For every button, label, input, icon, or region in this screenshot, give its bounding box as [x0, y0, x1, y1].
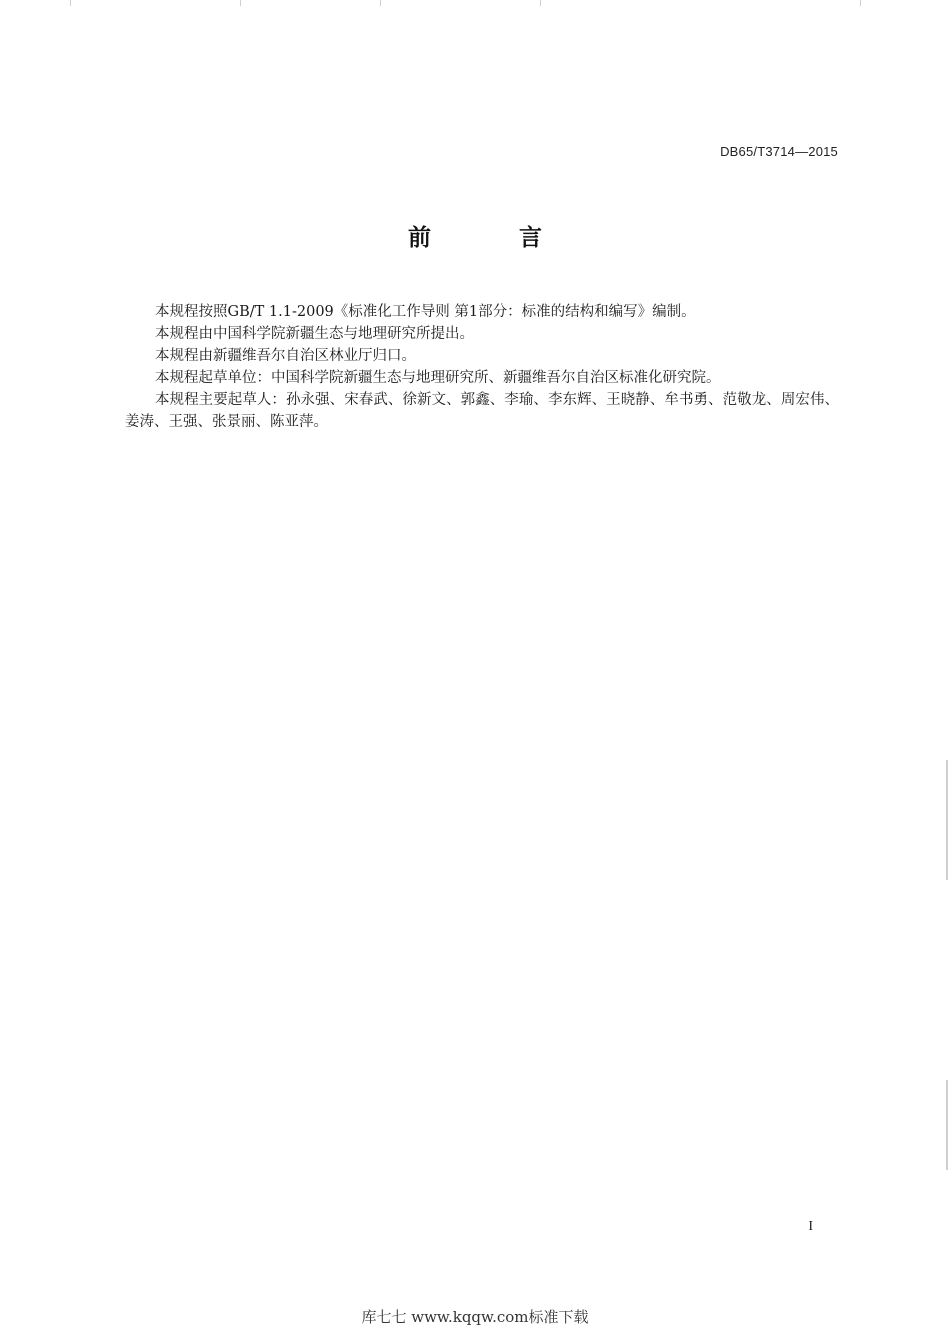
paragraph-drafting-units: 本规程起草单位：中国科学院新疆生态与地理研究所、新疆维吾尔自治区标准化研究院。 [155, 370, 721, 386]
scan-speck [860, 0, 861, 6]
scan-speck [946, 760, 948, 880]
page-title: 前 言 [407, 225, 582, 251]
scan-speck [946, 1080, 948, 1170]
paragraph-proposer: 本规程由中国科学院新疆生态与地理研究所提出。 [155, 326, 474, 342]
page-number: I [808, 1219, 813, 1234]
paragraph-drafting-basis: 本规程按照GB/T 1.1-2009《标准化工作导则 第1部分：标准的结构和编写》编制。 [155, 304, 696, 320]
paragraph-administrator: 本规程由新疆维吾尔自治区林业厅归口。 [155, 348, 416, 364]
paragraph-drafters: 本规程主要起草人：孙永强、宋春武、徐新文、郭鑫、李瑜、李东辉、王晓静、牟书勇、范敬龙、周宏伟、姜涛、王强、张景丽、陈亚萍。 [125, 392, 839, 430]
scan-speck [380, 0, 381, 6]
document-code: DB65/T3714—2015 [720, 144, 838, 159]
scan-speck [240, 0, 241, 6]
footer-watermark: 库七七 www.kqqw.com标准下载 [361, 1308, 589, 1326]
scan-speck [70, 0, 71, 6]
preface-body [125, 301, 839, 433]
scan-speck [540, 0, 541, 6]
